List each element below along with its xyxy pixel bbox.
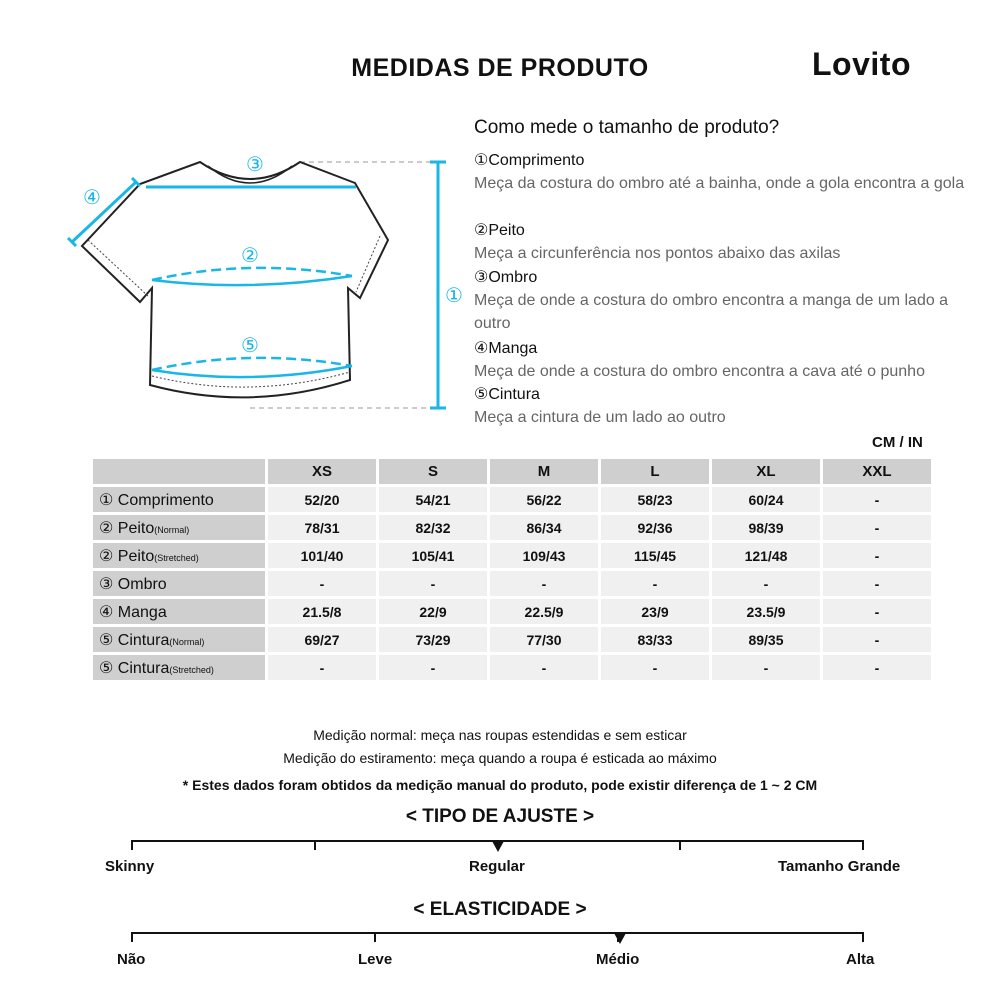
fit-label-skinny: Skinny bbox=[105, 858, 155, 875]
measure-desc-length: Meça da costura do ombro até a bainha, onde a gola encontra a gola bbox=[474, 175, 965, 192]
elasticity-indicator-arrow bbox=[614, 933, 626, 944]
row-label-text: ① Comprimento bbox=[99, 491, 214, 509]
table-cell: 101/40 bbox=[268, 543, 376, 568]
table-cell: 23.5/9 bbox=[712, 599, 820, 624]
table-cell: 115/45 bbox=[601, 543, 709, 568]
table-cell: - bbox=[712, 655, 820, 680]
table-row bbox=[93, 655, 931, 680]
table-row bbox=[93, 599, 931, 624]
row-label-text: ② Peito bbox=[99, 547, 155, 565]
measure-label-waist: ⑤Cintura bbox=[474, 386, 540, 403]
table-cell: 121/48 bbox=[712, 543, 820, 568]
table-cell: 86/34 bbox=[490, 515, 598, 540]
row-label-text: ④ Manga bbox=[99, 603, 167, 621]
row-label bbox=[93, 655, 265, 680]
row-label-sub: (Stretched) bbox=[169, 664, 214, 675]
table-header-row bbox=[93, 459, 931, 484]
table-cell: 69/27 bbox=[268, 627, 376, 652]
measure-desc-waist: Meça a cintura de um lado ao outro bbox=[474, 409, 726, 426]
table-cell: - bbox=[268, 655, 376, 680]
elasticity-label-alta: Alta bbox=[846, 951, 875, 968]
measure-label-shoulder: ③Ombro bbox=[474, 269, 538, 286]
marker-sleeve: ④ bbox=[83, 185, 101, 209]
fit-indicator-arrow bbox=[492, 841, 504, 852]
elasticity-title: < ELASTICIDADE > bbox=[413, 899, 587, 920]
col-header: XXL bbox=[823, 459, 931, 484]
table-cell: - bbox=[601, 655, 709, 680]
table-cell: 22/9 bbox=[379, 599, 487, 624]
measure-desc-sleeve: Meça de onde a costura do ombro encontra a cava até o punho bbox=[474, 363, 925, 380]
table-cell: 23/9 bbox=[601, 599, 709, 624]
fit-tick bbox=[679, 840, 681, 850]
elasticity-label-medio: Médio bbox=[596, 951, 640, 968]
page-title: MEDIDAS DE PRODUTO bbox=[351, 54, 649, 82]
table-cell: 58/23 bbox=[601, 487, 709, 512]
row-label-text: ⑤ Cintura bbox=[99, 659, 170, 677]
measure-label-length: ①Comprimento bbox=[474, 152, 585, 169]
note-stretch: Medição do estiramento: meça quando a roupa é esticada ao máximo bbox=[283, 750, 717, 766]
table-cell: - bbox=[823, 571, 931, 596]
measure-desc-chest: Meça a circunferência nos pontos abaixo das axilas bbox=[474, 245, 841, 262]
col-header: S bbox=[379, 459, 487, 484]
table-cell: - bbox=[490, 571, 598, 596]
col-header: XS bbox=[268, 459, 376, 484]
table-row bbox=[93, 487, 931, 512]
table-cell: - bbox=[712, 571, 820, 596]
col-header: L bbox=[601, 459, 709, 484]
table-cell: - bbox=[268, 571, 376, 596]
marker-shoulder: ③ bbox=[246, 152, 264, 176]
note-normal: Medição normal: meça nas roupas estendidas e sem esticar bbox=[313, 727, 687, 743]
table-cell: 109/43 bbox=[490, 543, 598, 568]
table-row bbox=[93, 543, 931, 568]
table-cell: 22.5/9 bbox=[490, 599, 598, 624]
table-row bbox=[93, 515, 931, 540]
brand-logo: Lovito bbox=[812, 46, 911, 82]
table-cell: - bbox=[823, 655, 931, 680]
row-label bbox=[93, 487, 265, 512]
table-cell: 89/35 bbox=[712, 627, 820, 652]
measure-label-sleeve: ④Manga bbox=[474, 340, 538, 357]
fit-label-regular: Regular bbox=[469, 858, 525, 875]
row-label bbox=[93, 599, 265, 624]
fit-tick bbox=[131, 840, 133, 850]
row-label-sub: (Stretched) bbox=[154, 552, 199, 563]
table-cell: 98/39 bbox=[712, 515, 820, 540]
measure-desc-shoulder: Meça de onde a costura do ombro encontra a manga de um lado a outro bbox=[474, 292, 949, 332]
elasticity-scale-line bbox=[131, 932, 864, 934]
table-cell: 54/21 bbox=[379, 487, 487, 512]
fit-label-large: Tamanho Grande bbox=[778, 858, 901, 875]
row-label-text: ⑤ Cintura bbox=[99, 631, 170, 649]
col-header: XL bbox=[712, 459, 820, 484]
table-cell: - bbox=[823, 515, 931, 540]
elasticity-label-nao: Não bbox=[117, 951, 146, 968]
table-cell: 52/20 bbox=[268, 487, 376, 512]
row-label-sub: (Normal) bbox=[154, 524, 190, 535]
table-cell: 78/31 bbox=[268, 515, 376, 540]
row-label bbox=[93, 543, 265, 568]
measure-label-chest: ②Peito bbox=[474, 222, 525, 239]
col-header: M bbox=[490, 459, 598, 484]
elasticity-tick bbox=[862, 932, 864, 942]
table-row bbox=[93, 571, 931, 596]
table-cell: 105/41 bbox=[379, 543, 487, 568]
marker-chest: ② bbox=[241, 243, 259, 267]
marker-length: ① bbox=[445, 283, 463, 307]
table-cell: 77/30 bbox=[490, 627, 598, 652]
table-cell: - bbox=[823, 543, 931, 568]
table-row bbox=[93, 627, 931, 652]
table-cell: 73/29 bbox=[379, 627, 487, 652]
unit-label: CM / IN bbox=[872, 434, 923, 451]
table-cell: - bbox=[823, 627, 931, 652]
row-label-sub: (Normal) bbox=[169, 636, 205, 647]
table-cell: - bbox=[601, 571, 709, 596]
row-label bbox=[93, 571, 265, 596]
fit-tick bbox=[862, 840, 864, 850]
elasticity-tick bbox=[374, 932, 376, 942]
table-cell: 21.5/8 bbox=[268, 599, 376, 624]
row-label-text: ③ Ombro bbox=[99, 575, 167, 593]
size-table bbox=[90, 456, 934, 683]
row-label-text: ② Peito bbox=[99, 519, 155, 537]
table-cell: 56/22 bbox=[490, 487, 598, 512]
row-label bbox=[93, 627, 265, 652]
table-cell: - bbox=[379, 655, 487, 680]
table-cell: 60/24 bbox=[712, 487, 820, 512]
fit-title: < TIPO DE AJUSTE > bbox=[405, 806, 595, 827]
fit-tick bbox=[314, 840, 316, 850]
table-cell: 83/33 bbox=[601, 627, 709, 652]
table-cell: - bbox=[823, 487, 931, 512]
marker-waist: ⑤ bbox=[241, 333, 259, 357]
shirt-outline bbox=[82, 162, 388, 397]
table-corner bbox=[93, 459, 265, 484]
disclaimer: * Estes dados foram obtidos da medição manual do produto, pode existir diferença de 1 ~ 2 CM bbox=[182, 777, 818, 793]
table-cell: - bbox=[490, 655, 598, 680]
table-cell: - bbox=[823, 599, 931, 624]
howto-title: Como mede o tamanho de produto? bbox=[474, 117, 780, 138]
elasticity-label-leve: Leve bbox=[358, 951, 393, 968]
table-cell: 92/36 bbox=[601, 515, 709, 540]
elasticity-tick bbox=[131, 932, 133, 942]
table-cell: 82/32 bbox=[379, 515, 487, 540]
table-cell: - bbox=[379, 571, 487, 596]
tshirt-diagram bbox=[60, 150, 480, 420]
row-label bbox=[93, 515, 265, 540]
